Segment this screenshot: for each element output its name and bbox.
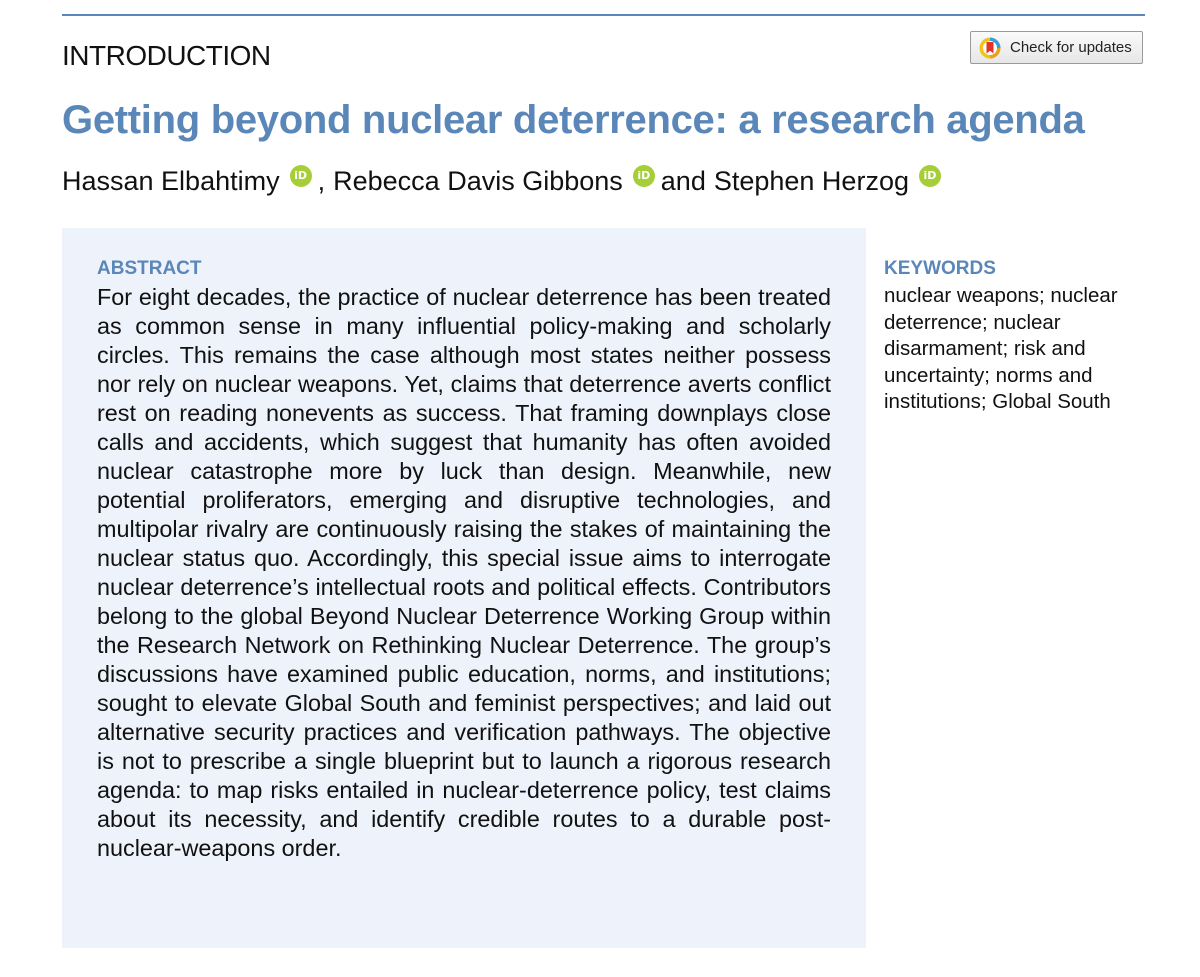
orcid-icon[interactable]: iD — [633, 165, 655, 187]
abstract-text: For eight decades, the practice of nuclear deterrence has been treated as common sense in many influential policy-making and scholarly circles. This remains the case although most states neither possess nor rely on nuclear weapons. Yet, claims that deterrence averts conflict rest on reading nonevents as success. That framing downplays close calls and accidents, which suggest that humanity has often avoided nuclear catastrophe more by luck than design. Meanwhile, new potential proliferators, emerging and disruptive technologies, and multipolar rivalry are continuously raising the stakes of maintaining the nuclear status quo. Accordingly, this special issue aims to interrogate nuclear deterrence’s intellectual roots and political effects. Contributors belong to the global Beyond Nuclear Deterrence Working Group within the Research Network on Rethinking Nuclear Deterrence. The group’s discussions have examined public education, norms, and institutions; sought to elevate Global South and feminist perspectives; and laid out alternative security practices and verification pathways. The objective is not to prescribe a single blueprint but to launch a rigorous research agenda: to map risks entailed in nuclear-deterrence policy, test claims about its necessity, and identify credible routes to a durable post-nuclear-weapons order. — [97, 284, 831, 861]
author-name[interactable]: Hassan Elbahtimy — [62, 166, 280, 196]
crossmark-icon — [979, 37, 1001, 59]
author-name[interactable]: Rebecca Davis Gibbons — [333, 166, 623, 196]
check-for-updates-button[interactable] — [970, 31, 1143, 64]
header-rule — [62, 14, 1145, 16]
author-name[interactable]: Stephen Herzog — [713, 166, 909, 196]
keywords-heading: KEYWORDS — [884, 258, 996, 279]
orcid-icon[interactable]: iD — [290, 165, 312, 187]
abstract-heading: ABSTRACT — [97, 258, 202, 279]
author-list — [62, 166, 947, 197]
keywords-text: nuclear weapons; nuclear deterrence; nuclear disarmament; risk and uncertainty; norms and institutions; Global South — [884, 284, 1118, 413]
section-label: INTRODUCTION — [62, 40, 271, 71]
article-title: Getting beyond nuclear deterrence: a research agenda — [62, 98, 1085, 142]
author-conjunction: and — [660, 166, 706, 196]
check-for-updates-label: Check for updates — [1010, 39, 1132, 56]
author-separator: , — [317, 166, 326, 196]
abstract-panel — [62, 228, 866, 948]
orcid-icon[interactable]: iD — [919, 165, 941, 187]
